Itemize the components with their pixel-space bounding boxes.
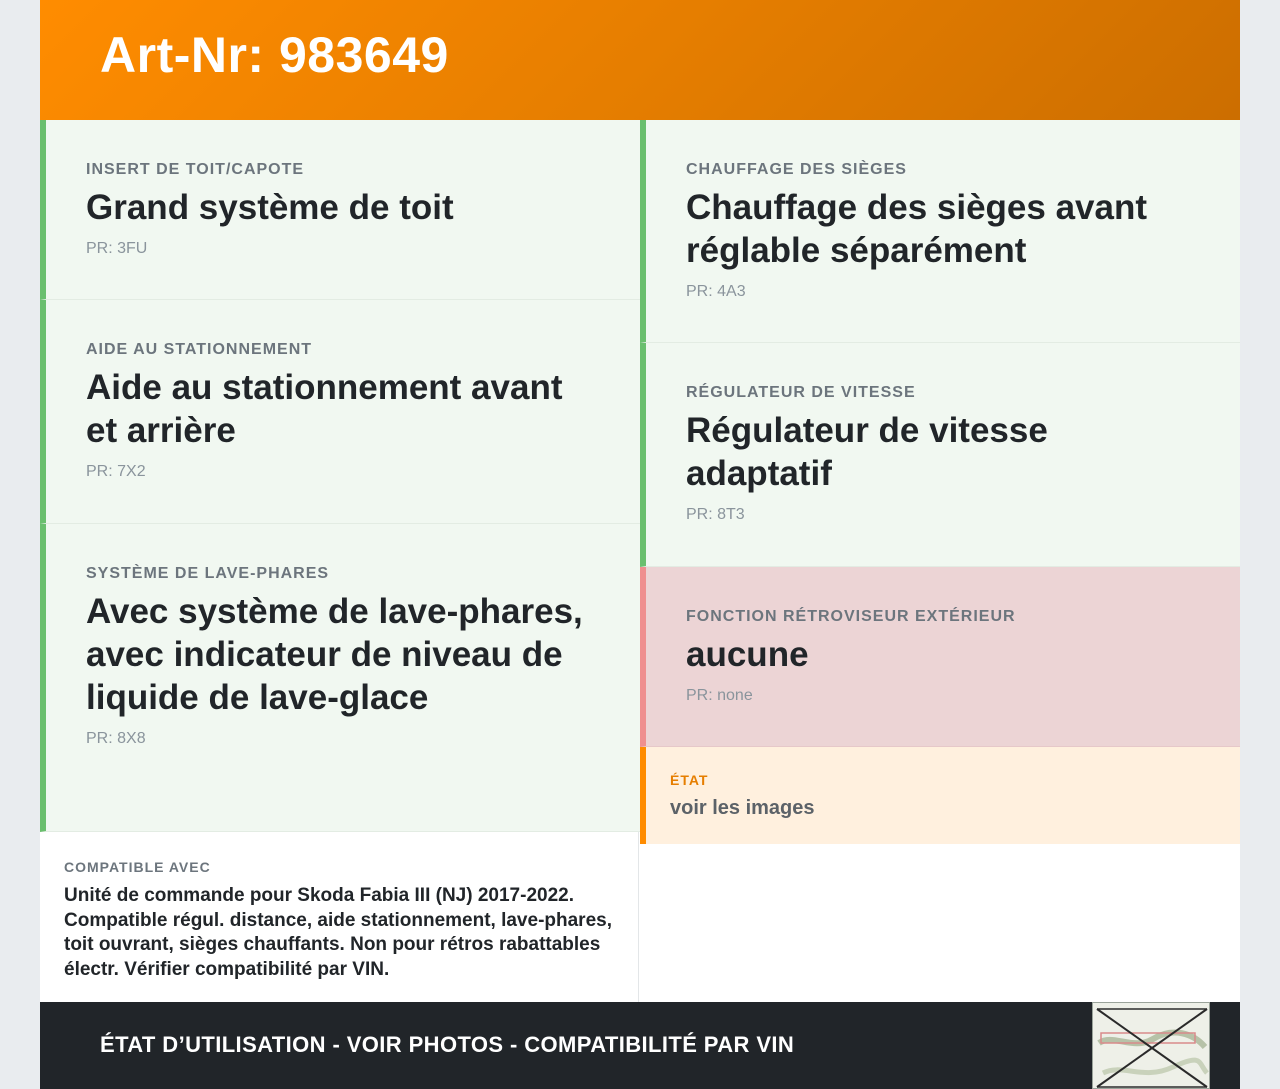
product-photo-thumbnail[interactable]	[1092, 1002, 1210, 1089]
header-bar	[40, 0, 1240, 120]
feature-pr-code: PR: 8X8	[86, 730, 146, 747]
footer-text: ÉTAT D’UTILISATION - VOIR PHOTOS - COMPATIBILITÉ PAR VIN	[100, 1032, 795, 1057]
feature-value: Chauffage des sièges avant réglable séparément	[686, 188, 1147, 270]
compatibility-label: COMPATIBLE AVEC	[64, 859, 211, 875]
feature-value: Régulateur de vitesse adaptatif	[686, 411, 1048, 493]
feature-value: Grand système de toit	[86, 188, 454, 227]
feature-label: CHAUFFAGE DES SIÈGES	[686, 161, 907, 178]
feature-pr-code: PR: 8T3	[686, 506, 745, 523]
feature-pr-code: PR: 3FU	[86, 240, 148, 257]
feature-value: Avec système de lave-phares, avec indicateur de niveau de liquide de lave-glace	[86, 592, 583, 717]
feature-card-parking	[40, 300, 640, 524]
condition-box	[640, 747, 1240, 844]
compatibility-box	[40, 832, 639, 1002]
feature-pr-code: PR: none	[686, 687, 753, 704]
feature-card-seat-heating	[640, 120, 1240, 343]
feature-label: INSERT DE TOIT/CAPOTE	[86, 161, 305, 178]
article-number-title: Art-Nr: 983649	[100, 27, 449, 83]
feature-label: RÉGULATEUR DE VITESSE	[686, 384, 916, 401]
feature-card-headlamp-washer	[40, 524, 640, 832]
footer-bar	[40, 1002, 1240, 1089]
condition-value: voir les images	[670, 797, 815, 819]
feature-label: FONCTION RÉTROVISEUR EXTÉRIEUR	[686, 608, 1016, 625]
feature-value: Aide au stationnement avant et arrière	[86, 368, 563, 450]
feature-value: aucune	[686, 635, 809, 674]
feature-label: AIDE AU STATIONNEMENT	[86, 341, 313, 358]
compatibility-text: Unité de commande pour Skoda Fabia III (NJ) 2017-2022. Compatible régul. distance, aide stationnement, lave-phares, toit ouvrant, sièges chauffants. Non pour rétros rabattables électr. Vérifier compatibilité par VIN.	[64, 885, 612, 980]
feature-card-cruise-control	[640, 343, 1240, 567]
feature-pr-code: PR: 7X2	[86, 463, 146, 480]
feature-pr-code: PR: 4A3	[686, 283, 746, 300]
condition-label: ÉTAT	[670, 772, 709, 788]
feature-card-roof	[40, 120, 640, 300]
product-sheet	[40, 0, 1240, 1089]
envelope-photo-icon	[1093, 1003, 1210, 1089]
feature-card-mirror-function	[640, 567, 1240, 747]
feature-label: SYSTÈME DE LAVE-PHARES	[86, 565, 330, 582]
